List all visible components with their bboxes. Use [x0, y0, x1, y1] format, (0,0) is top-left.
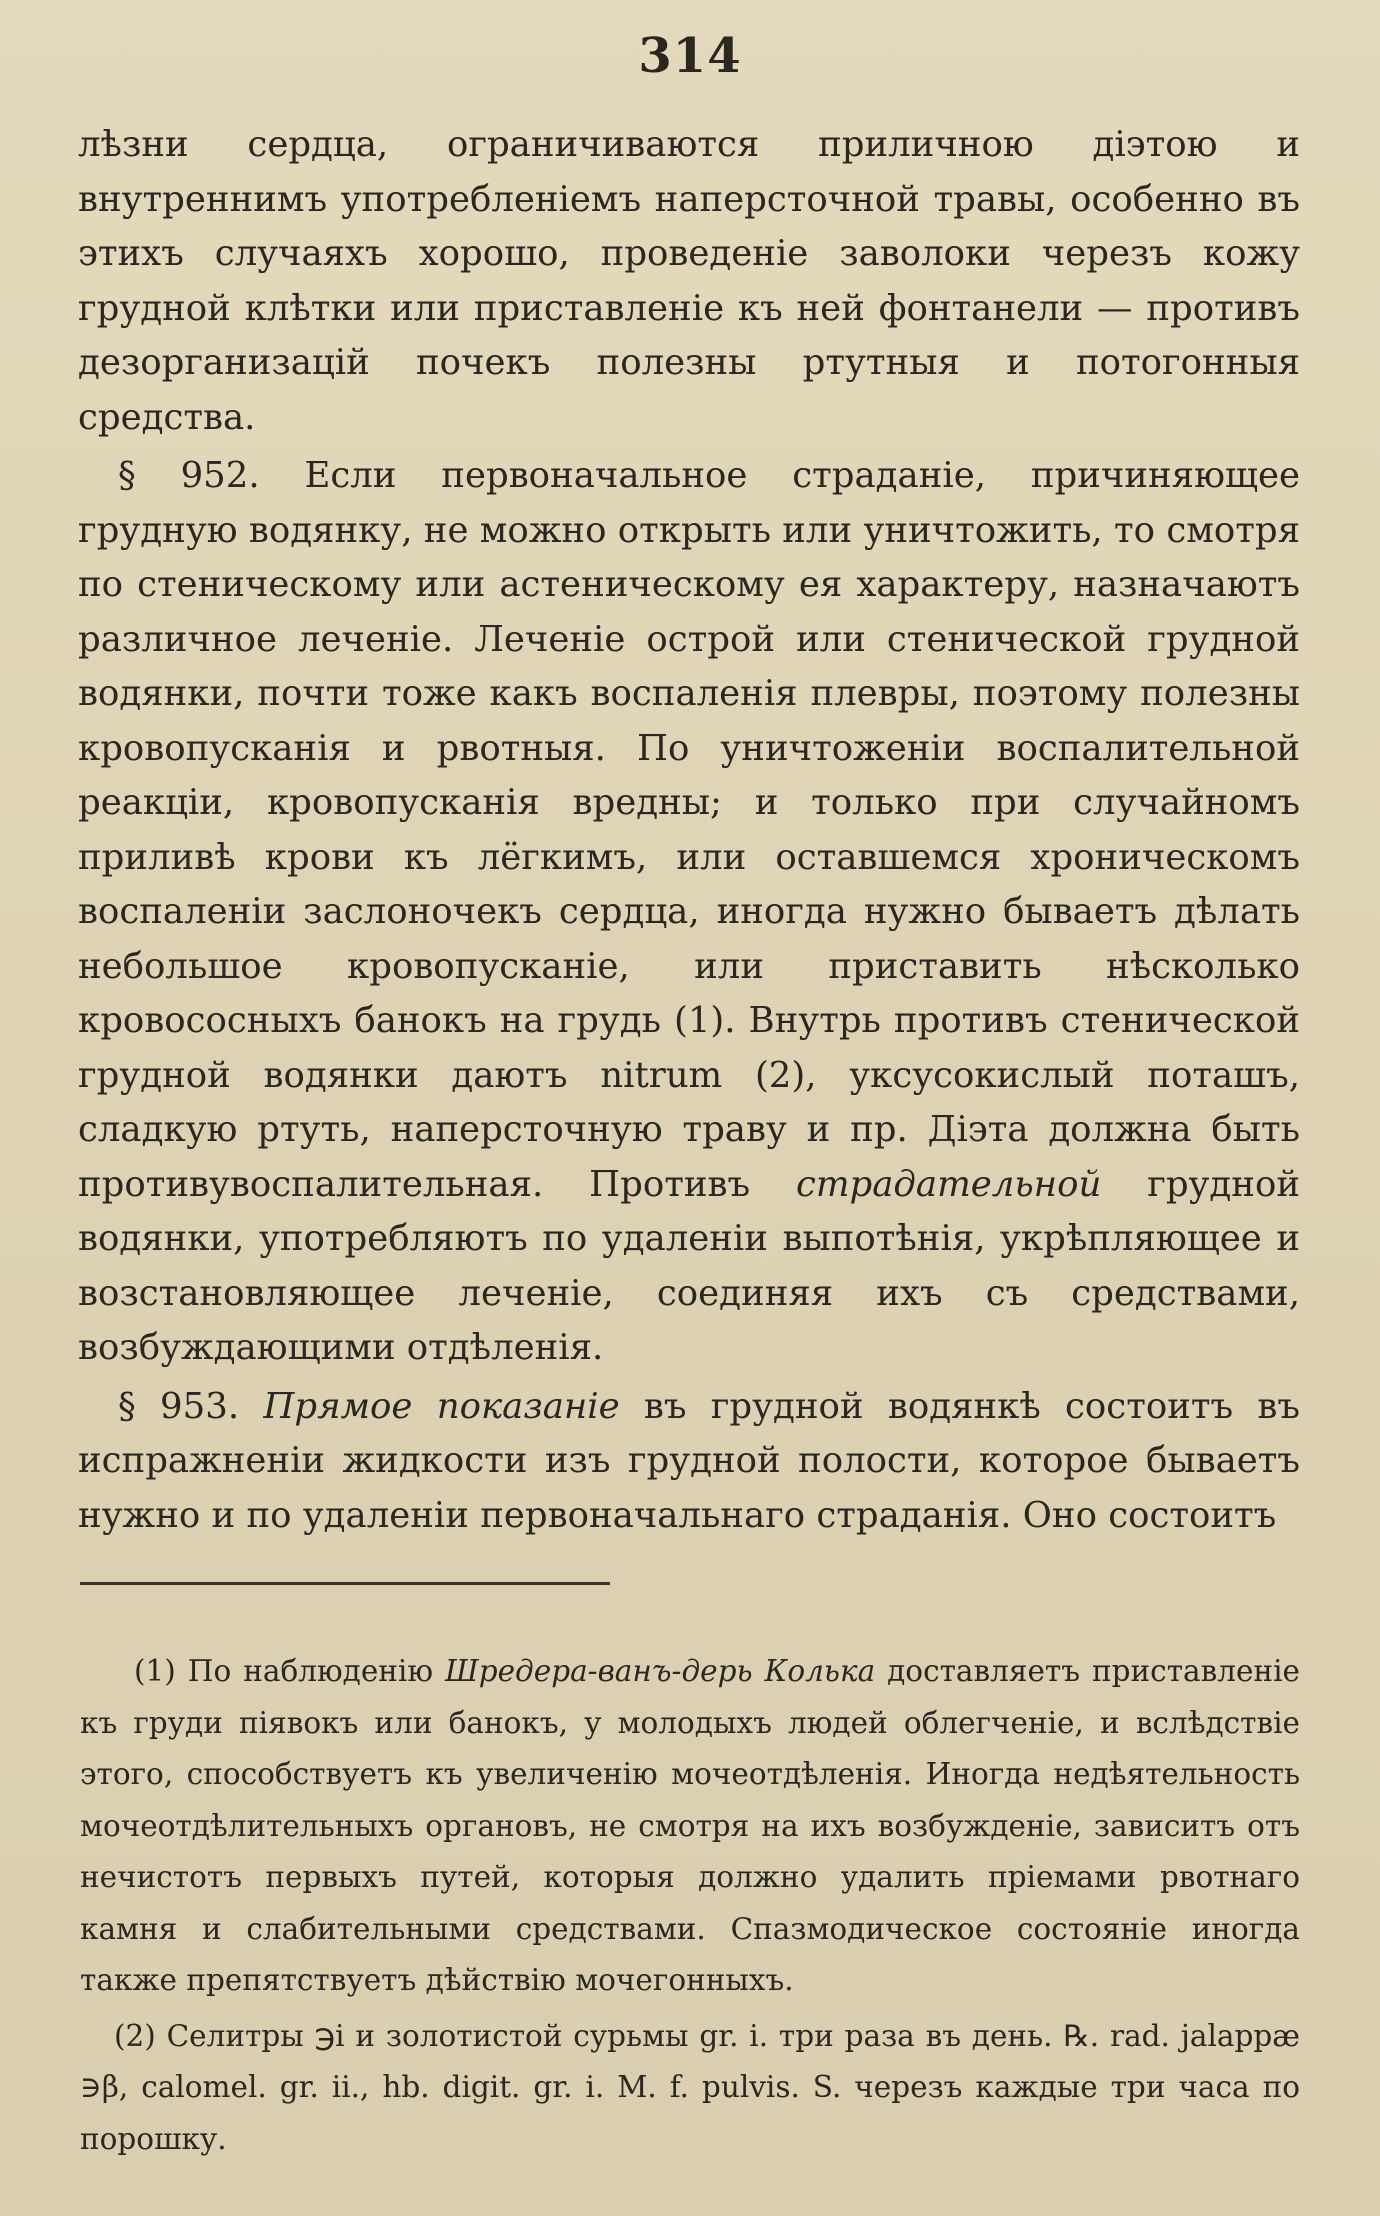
section-number-953: § 953. — [118, 1385, 240, 1427]
emphasis-pryamoe: Прямое показаніе — [263, 1385, 620, 1427]
main-text — [78, 118, 1300, 1543]
footnote-1 — [80, 1646, 1300, 2007]
emphasis-strad: страдательной — [795, 1163, 1102, 1205]
footnote-1-author: Шредера-ванъ-дерь Колька — [445, 1654, 876, 1688]
paragraph-952-text-a: Если первоначальное страданіе, причиняющее грудную водянку, не можно открыть или уничтожить, то смотря по стеническому или астеническому ея характеру, назначаютъ различное леченіе. Леченіе острой или стенической грудной водянки, почти тоже какъ воспаленія плевры, поэтому полезны кровопусканія и рвотныя. По уничтоженіи воспалительной реакціи, кровопусканія вредны; и только при случайномъ приливѣ крови къ лёгкимъ, или оставшемся хроническомъ воспаленіи заслоночекъ сердца, иногда нужно бываетъ дѣлать небольшое кровопусканіе, или приставить нѣсколько кровососныхъ банокъ на грудь (1). Внутрь противъ стенической грудной водянки даютъ nitrum (2), уксусокислый поташъ, сладкую ртуть, наперсточную траву и пр. Діэта должна быть противувоспалительная. Противъ — [78, 455, 1300, 1205]
paragraph-952 — [78, 449, 1300, 1376]
footnote-1-text-b: доставляетъ приставленіе къ груди піявокъ или банокъ, у молодыхъ людей облегченіе, и вслѣдствіе этого, способствуетъ къ увеличенію мочеотдѣленія. Иногда недѣятельность мочеотдѣлительныхъ органовъ, не смотря на ихъ возбужденіе, зависитъ отъ нечистотъ первыхъ путей, которыя должно удалить пріемами рвотнаго камня и слабительными средствами. Спазмодическое состояніе иногда также препятствуетъ дѣйствію мочегонныхъ. — [80, 1654, 1300, 1997]
paragraph-952-text-b: грудной водянки, употребляютъ по удаленіи выпотѣнія, укрѣпляющее и возстановляющее леченіе, соединяя ихъ съ средствами, возбуждающими отдѣленія. — [78, 1163, 1300, 1368]
paragraph-953 — [78, 1380, 1300, 1544]
paragraph-continuation: лѣзни сердца, ограничиваются приличною діэтою и внутреннимъ употребленіемъ наперсточной травы, особенно въ этихъ случаяхъ хорошо, проведеніе заволоки черезъ кожу грудной клѣтки или приставленіе къ ней фонтанели — противъ дезорганизацій почекъ полезны ртутныя и потогонныя средства. — [78, 124, 1300, 438]
footnote-divider — [80, 1582, 610, 1585]
footnote-1-text-a: (1) По наблюденію — [134, 1654, 446, 1688]
page-number: 314 — [638, 28, 742, 84]
paragraph-953-text: въ грудной водянкѣ состоитъ въ испражненіи жидкости изъ грудной полости, которое бываетъ нужно и по удаленіи первоначальнаго страданія. Оно состоитъ — [78, 1385, 1300, 1536]
footnote-2: (2) Селитры ℈і и золотистой сурьмы gr. i. три раза въ день. ℞. rad. jalappæ ∋β, calomel. gr. ii., hb. digit. gr. i. M. f. pulvis. S. черезъ каждые три часа по порошку. — [80, 2018, 1300, 2156]
section-number-952: § 952. — [118, 455, 260, 496]
footnotes — [80, 1646, 1300, 2165]
